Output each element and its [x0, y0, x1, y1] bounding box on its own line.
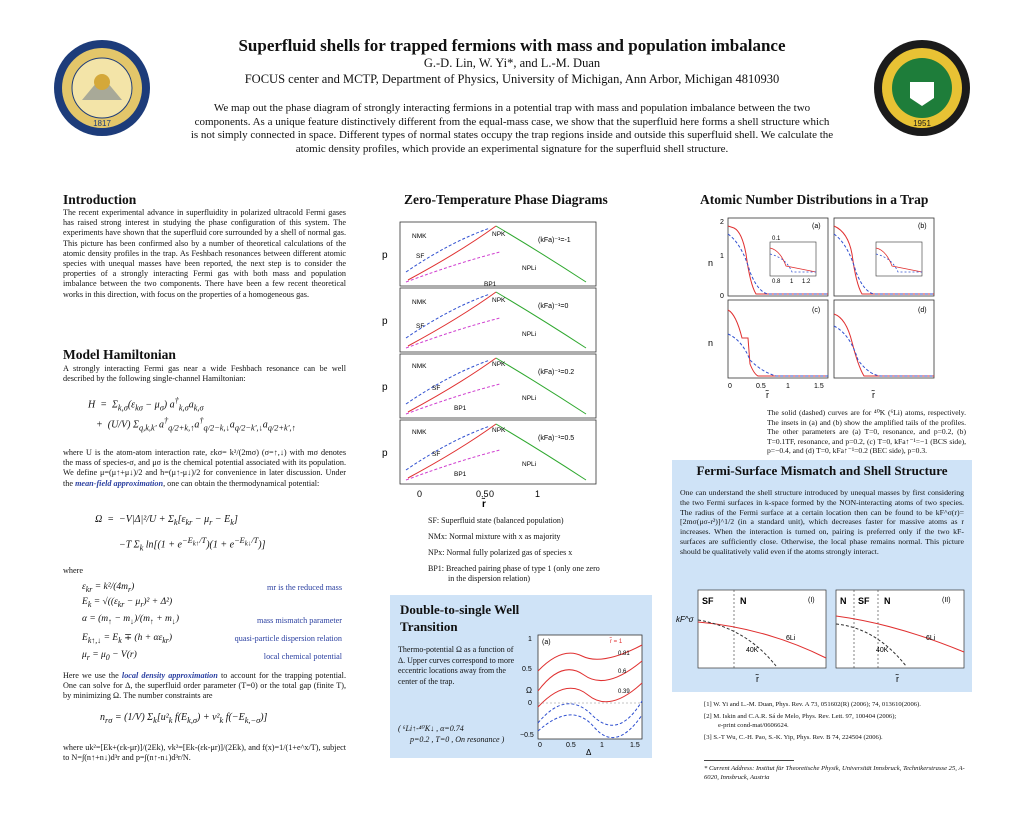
fermi-heading: Fermi-Surface Mismatch and Shell Structure [672, 460, 972, 482]
footnote-rule [704, 760, 794, 761]
phase-legend [428, 516, 638, 584]
def-dispersion: quasi-particle dispersion relation [234, 634, 342, 643]
phase-panel [382, 222, 596, 288]
phase-region-label: NPLi [522, 395, 537, 402]
atomic-panel-c: (c) [812, 307, 821, 314]
dw-curve-039: 0.39 [618, 689, 630, 695]
double-well-plot [522, 631, 648, 756]
def-reduced-mass: mr is the reduced mass [266, 583, 342, 592]
reference-2-cont: e-print cond-mat/0606624. [718, 722, 789, 729]
atomic-ytick-1: 1 [720, 253, 724, 260]
fermi-right-sf: SF [858, 596, 870, 606]
omega-equation: $\Omega = -V|\Delta|^2/U + \Sigma_k[\varepsilon_{kr} - \mu_r - E_k]$ −T $\Sigma_k$ $\ln[(1 + e^{-E_{k↑}/T})(1 + e^{-E_{k↓}/T})]$ [95, 514, 266, 553]
dw-xtick-1: 1 [600, 742, 604, 749]
army-research-logo [872, 38, 972, 143]
phase-region-label: NPLi [522, 331, 537, 338]
dw-curve-06: 0.6 [618, 669, 627, 675]
atomic-panel-a: (a) [812, 223, 821, 230]
dw-xtick-05: 0.5 [566, 742, 576, 749]
phase-region-label: NPK [492, 297, 506, 304]
def-local-chem: local chemical potential [263, 652, 342, 661]
phase-ylabel: p [382, 448, 388, 459]
phase-region-label: BP1 [454, 471, 467, 478]
legend-bp1: BP1: Breached pairing phase of type 1 (only one zero [428, 564, 600, 573]
phase-region-label: NMK [412, 299, 427, 306]
dw-r-label: r̃ = 1 [610, 639, 623, 645]
fermi-left-n: N [740, 596, 747, 606]
hamiltonian-where1: where U is the atom-atom interaction rate, εkσ= k²/(2mσ) (σ=↑,↓) with mσ denotes the mass of species-σ, and μσ is the chemical potential associated with its population. We define μ=(μ↑+μ↓)/2 and h=(μ↑-μ↓)/2 for convenience in later discussion. Under the mean-field approximation, one can obtain the thermodynamical potential: [63, 448, 346, 488]
introduction-text: The recent experimental advance in superfluidity in polarized ultracold Fermi gases has raised strong interest in studying the phase configuration of this system. The experiments have shown that the superfluid core surrounded by a shell of normal gas. This picture has been confirmed also by a number of theoretical calculations of the atomic density profiles in the trap. As Feshbach resonances between different atomic species with unequal masses have been reported, the next step is to consider the properties of a strongly interacting Fermi gas with both mass and population imbalance between the two components. There have been a few recent theoretical works in this direction, with focus on the properties of a homogeneous gas. [63, 208, 346, 299]
inset-a-tick-01: 0.1 [772, 236, 781, 242]
reference-3: [3] S.-T Wu, C.-H. Pao, S.-K. Yip, Phys. Rev. B 74, 224504 (2006). [704, 734, 883, 741]
phase-heading: Zero-Temperature Phase Diagrams [404, 192, 608, 207]
phase-region-label: NMK [412, 429, 427, 436]
fermi-right-6li: 6Li [926, 635, 936, 642]
atomic-xtick-05: 0.5 [756, 383, 766, 390]
atomic-caption: The solid (dashed) curves are for ⁴⁰K (⁶Li) atoms, respectively. The insets in (a) and (b) show the amplified tails of the profiles. The other parameters are (a) T=0, resonance, and p=0.2, (b) T=0.1TF, resonance, and p=0.2, (c) T=0, kFa↑⁻¹=−1 (BCS side), p=−0.4, and (d) T=0, kFa↑⁻¹=0.2 (BEC side), p=0.3. [767, 408, 966, 456]
fermi-right-n1: N [840, 596, 847, 606]
fermi-panel [672, 460, 972, 692]
dw-ytick-m05: −0.5 [520, 732, 534, 739]
phase-xtick-0: 0 [417, 489, 423, 499]
introduction-heading: Introduction [63, 192, 137, 207]
phase-panel-param: (kFa)⁻¹=-1 [538, 237, 571, 244]
phase-region-label: NPLi [522, 265, 537, 272]
dw-ylabel: Ω [526, 686, 532, 695]
phase-panel-param: (kFa)⁻¹=0 [538, 303, 569, 310]
phase-region-label: NPLi [522, 461, 537, 468]
phase-region-label: NPK [492, 361, 506, 368]
fermi-text: One can understand the shell structure introduced by unequal masses by first considering the two Fermi surfaces in k-space formed by the NON-interacting atoms of two species. The radius of the Fermi surface at a certain location then can be found to be kF^σ(r)=[2mσ(μσ-r²)]^1/2 (in a standard unit), which decreases faster for massive atoms as r increases. When the interaction is turned on, pairing is preferred only if the two kF-surfaces are sufficiently close. Otherwise, the local phase remains normal. This picture should be qualitatively valid even if the atoms strongly interact. [680, 488, 964, 556]
atomic-ytick-0: 0 [720, 293, 724, 300]
phase-ylabel: p [382, 316, 388, 327]
dw-ytick-0: 0 [528, 700, 532, 707]
atomic-xtick-0: 0 [728, 383, 732, 390]
fermi-xlabel-right: r̃ [896, 674, 899, 684]
phase-panel [382, 288, 596, 352]
abstract: We map out the phase diagram of strongly interacting fermions in a potential trap with mass and population imbalance between the two components. As a unique feature distinctively different from the equal-mass case, we show that the superfluid here forms a shell structure which is not simply connected in space. Different types of normal states occupy the trap regions inside and outside this superfluid shell. We calculate the atomic density profiles, which provide an experimental signature for the superfluid shell structure. [190, 102, 834, 155]
inset-a-tick-08: 0.8 [772, 279, 781, 285]
atomic-panel-d: (d) [918, 307, 927, 314]
phase-region-label: NPK [492, 231, 506, 238]
phase-region-label: SF [416, 253, 425, 260]
atomic-ylabel-top: n [708, 258, 714, 268]
authors: G.-D. Lin, W. Yi*, and L.-M. Duan [423, 56, 601, 70]
phase-region-label: NMK [412, 233, 427, 240]
phase-region-label: SF [432, 385, 441, 392]
fermi-left-sf: SF [702, 596, 714, 606]
fermi-left-panel: (I) [808, 597, 815, 604]
atomic-distribution-figure [706, 214, 946, 400]
fermi-right-n2: N [884, 596, 891, 606]
legend-np: NPx: Normal fully polarized gas of species x [428, 548, 573, 557]
legend-sf: SF: Superfluid state (balanced population) [428, 516, 564, 525]
dw-xlabel: Δ [586, 748, 592, 757]
references [704, 700, 974, 742]
inset-a-tick-12: 1.2 [802, 279, 811, 285]
phase-region-label: SF [432, 451, 441, 458]
phase-region-label: BP1 [454, 405, 467, 412]
svg-text:1951: 1951 [913, 119, 931, 128]
double-well-params: ( ⁶Li↑-⁴⁰K↓ , α=0.74 p=0.2 , T=0 , On resonance ) [398, 724, 505, 744]
double-well-panel [390, 595, 652, 758]
phase-xtick-2: 1 [535, 489, 541, 499]
fermi-xlabel-left: r̃ [756, 674, 759, 684]
phase-panel-param: (kFa)⁻¹=0.2 [538, 369, 575, 376]
phase-panel [382, 354, 596, 418]
footnote: * Current Address: Institut für Theoretische Physik, Universität Innsbruck, Technikerstrasse 25, A-6020, Innsbruck, Austria [704, 765, 965, 781]
atomic-xtick-15: 1.5 [814, 383, 824, 390]
fermi-left-6li: 6Li [786, 635, 796, 642]
fermi-right-40k: 40K [876, 647, 889, 654]
hamiltonian-where2: where [63, 566, 84, 575]
svg-text:1817: 1817 [93, 119, 111, 128]
atomic-heading: Atomic Number Distributions in a Trap [700, 192, 929, 207]
legend-bp1-cont: in the dispersion relation) [448, 574, 530, 583]
fermi-left-40k: 40K [746, 647, 759, 654]
double-well-heading: Double-to-single Well Transition [400, 602, 520, 634]
affiliation: FOCUS center and MCTP, Department of Physics, University of Michigan, Ann Arbor, Michigan 4810930 [244, 72, 780, 86]
phase-panel-param: (kFa)⁻¹=0.5 [538, 435, 575, 442]
atomic-xlabel-right: r̃ [872, 390, 875, 400]
atomic-ylabel-bottom: n [708, 338, 714, 348]
poster-title: Superfluid shells for trapped fermions with mass and population imbalance [238, 36, 786, 55]
dw-panel-label: (a) [542, 639, 551, 646]
phase-region-label: BP1 [484, 281, 497, 288]
double-well-text: Thermo-potential Ω as a function of Δ. Upper curves correspond to more eccentric locations away from the center of the trap. [398, 645, 515, 686]
fermi-right-panel: (II) [942, 597, 951, 604]
hamiltonian-intro: A strongly interacting Fermi gas near a wide Feshbach resonance can be well described by the following single-channel Hamiltonian: [63, 364, 346, 384]
phase-region-label: NMK [412, 363, 427, 370]
atomic-xtick-1: 1 [786, 383, 790, 390]
phase-ylabel: p [382, 250, 388, 261]
definitions-block: $\varepsilon_{kr} = k^2/(4m_r)$ $E_k = √((\varepsilon_{kr} - \mu_r)^2 + \Delta^2)$ $\alpha = (m_↑ - m_↓)/(m_↑ + m_↓)$ $E_{k↑,↓} = E_k \mp (h + \alpha\varepsilon_{kr})$ $\mu_r = \mu_0 - V(r)$ [82, 582, 180, 662]
reference-1: [1] W. Yi and L.-M. Duan, Phys. Rev. A 73, 051602(R) (2006); 74, 013610(2006). [704, 701, 921, 708]
hamiltonian-final: where uk²=[Ek+(εk-μr)]/(2Ek), vk²=[Ek-(εk-μr)]/(2Ek), and f(x)=1/(1+e^x/T), subject to N=∫(n↑+n↓)d³r and p=∫(n↑-n↓)d³r/N. [63, 743, 346, 763]
fermi-ylabel: kF^σ [676, 615, 694, 624]
atomic-ytick-2: 2 [720, 219, 724, 226]
university-of-michigan-logo [52, 38, 152, 143]
legend-nm: NMx: Normal mixture with x as majority [428, 532, 561, 541]
phase-diagram-figure [372, 218, 612, 508]
fermi-surface-figure [676, 588, 968, 688]
inset-a-tick-1: 1 [790, 279, 794, 285]
phase-ylabel: p [382, 382, 388, 393]
hamiltonian-heading: Model Hamiltonian [63, 347, 176, 362]
dw-xtick-15: 1.5 [630, 742, 640, 749]
phase-region-label: NPK [492, 427, 506, 434]
phase-xlabel: r̃ [482, 499, 486, 510]
dw-curve-081: 0.81 [618, 651, 630, 657]
atomic-xlabel-left: r̃ [766, 390, 769, 400]
lda-text: Here we use the local density approximation to account for the trapping potential. One can solve for Δ, the superfluid order parameter (T=0) or the total gap (finite T), by minimizing Ω. The number constraints are [63, 671, 346, 701]
phase-panel [382, 420, 596, 484]
reference-2: [2] M. Iskin and C.A.R. Sá de Melo, Phys. Rev. Lett. 97, 100404 (2006); [704, 713, 897, 720]
dw-xtick-0: 0 [538, 742, 542, 749]
phase-region-label: SF [416, 323, 425, 330]
dw-ytick-05: 0.5 [522, 666, 532, 673]
def-mass-mismatch: mass mismatch parameter [256, 616, 342, 625]
number-equation: $n_{r\sigma} = (1/V)$ $\Sigma_k[u^2_k$ $f(E_{k,\sigma}) + v^2_k$ $f(-E_{k,-\sigma})$] [100, 712, 268, 725]
hamiltonian-equation: $H = \Sigma_{k,\sigma}(\varepsilon_{k\sigma} - \mu_\sigma)$ $a^\dagger_{k,\sigma}a_{k,\sigma}$ + (U/V) $\Sigma_{q,k,k'}$ $a^\dagger_{q/2+k,↑}a^\dagger_{q/2-k,↓}a_{q/2-k',↓}a_{q/2+k',↑}$ [88, 396, 296, 433]
phase-xtick-0: 0 [489, 489, 495, 499]
dw-ytick-1: 1 [528, 636, 532, 643]
atomic-panel-b: (b) [918, 223, 927, 230]
phase-xtick-1: 0.5 [476, 489, 489, 499]
